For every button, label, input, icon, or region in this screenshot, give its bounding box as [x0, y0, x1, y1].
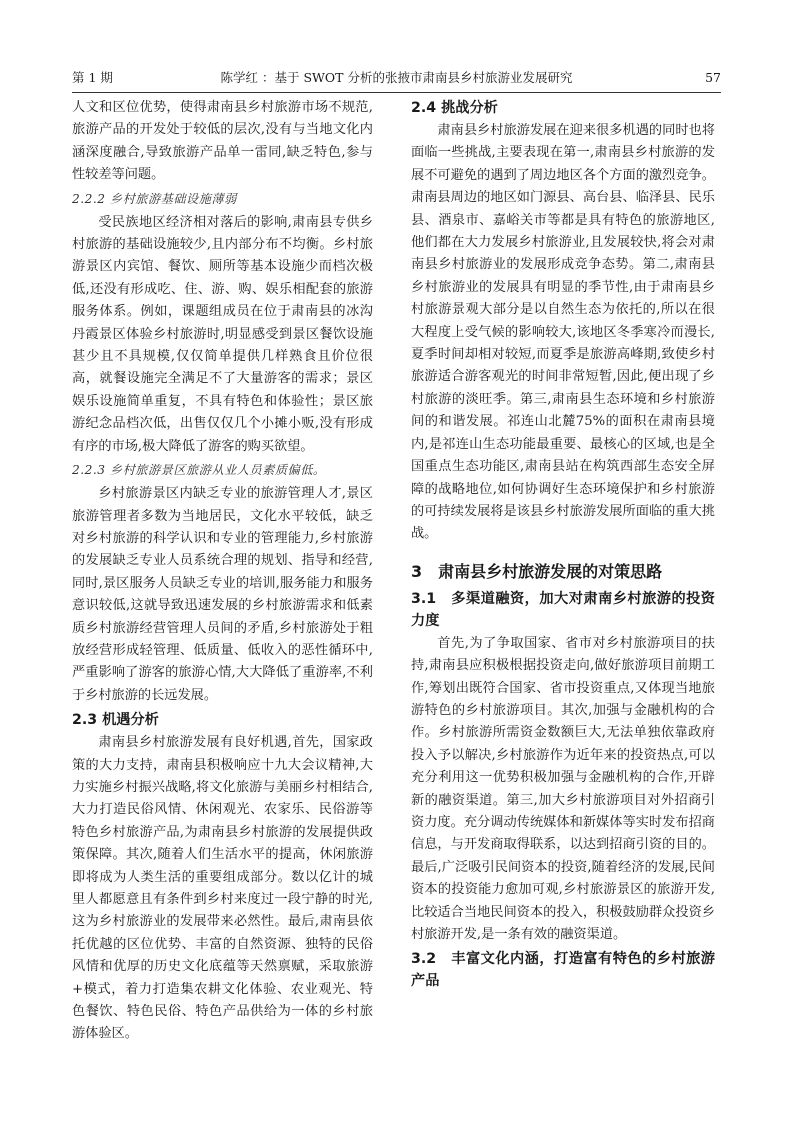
right-column	[411, 97, 715, 993]
chapter-heading-3: 3 肃南县乡村旅游发展的对策思路	[411, 561, 663, 581]
section-heading-3-2: 3.2 丰富文化内涵，打造富有特色的乡村旅游产品	[411, 951, 715, 990]
subsection-heading-2-2-3: 2.2.3 乡村旅游景区旅游从业人员素质偏低。	[72, 463, 326, 478]
paragraph-staff-quality: 乡村旅游景区内缺乏专业的旅游管理人才,景区旅游管理者多数为当地居民，文化水平较低，缺乏对乡村旅游的科学认识和专业的管理能力,乡村旅游的发展缺乏专业人员系统合理的规划、指导和经营,同时,景区服务人员缺乏专业的培训,服务能力和服务意识较低,这就导致迅速发展的乡村旅游需求和低素质乡村旅游经营管理人员间的矛盾,乡村旅游处于粗放经营形成轻管理、低质量、低收入的恶性循环中,严重影响了游客的旅游心情,大大降低了重游率,不利于乡村旅游的长远发展。	[72, 486, 373, 703]
running-header	[72, 68, 721, 93]
section-heading-2-3: 2.3 机遇分析	[72, 712, 159, 729]
paragraph-financing: 首先,为了争取国家、省市对乡村旅游项目的扶持,肃南县应积极根据投资走向,做好旅游项目前期工作,筹划出既符合国家、省市投资重点,又体现当地旅游特色的乡村旅游项目。其次,加强与金融机构的合作。乡村旅游所需资金数额巨大,无法单独依靠政府投入予以解决,乡村旅游作为近年来的投资热点,可以充分利用这一优势积极加强与金融机构的合作,开辟新的融资渠道。第三,加大乡村旅游项目对外招商引资力度。充分调动传统媒体和新媒体等实时发布招商信息，与开发商取得联系，以达到招商引资的目的。最后,广泛吸引民间资本的投资,随着经济的发展,民间资本的投资能力愈加可观,乡村旅游景区的旅游开发,比较适合当地民间资本的投入，积极鼓励群众投资乡村旅游开发,是一条有效的融资渠道。	[411, 635, 715, 942]
section-heading-2-4: 2.4 挑战分析	[411, 100, 498, 116]
running-title: 陈学红 ：基于 SWOT 分析的张掖市肃南县乡村旅游业发展研究	[220, 70, 573, 85]
subsection-heading-2-2-2: 2.2.2 乡村旅游基础设施薄弱	[72, 191, 237, 206]
page-number: 57	[705, 70, 721, 85]
paragraph-continued: 人文和区位优势，使得肃南县乡村旅游市场不规范,旅游产品的开发处于较低的层次,没有与当地文化内涵深度融合,导致旅游产品单一雷同,缺乏特色,参与性较差等问题。	[72, 100, 373, 183]
paragraph-challenges: 肃南县乡村旅游发展在迎来很多机遇的同时也将面临一些挑战,主要表现在第一,肃南县乡村旅游的发展不可避免的遇到了周边地区各个方面的激烈竞争。肃南县周边的地区如门源县、高台县、临泽县、民乐县、酒泉市、嘉峪关市等都是具有特色的旅游地区,他们都在大力发展乡村旅游业,且发展较快,将会对肃南县乡村旅游业的发展形成竞争态势。第二,肃南县乡村旅游业的发展具有明显的季节性,由于肃南县乡村旅游景观大部分是以自然生态为依托的,所以在很大程度上受气候的影响较大,该地区冬季寒冷而漫长,夏季时间却相对较短,而夏季是旅游高峰期,致使乡村旅游适合游客观光的时间非常短暂,因此,便出现了乡村旅游的淡旺季。第三,肃南县生态环境和乡村旅游间的和谐发展。祁连山北麓75%的面积在肃南县境内,是祁连山生态功能最重要、最核心的区域,也是全国重点生态功能区,肃南县站在构筑西部生态安全屏障的战略地位,如何协调好生态环境保护和乡村旅游的可持续发展将是该县乡村旅游发展所面临的重大挑战。	[411, 123, 715, 542]
issue-number: 第 1 期	[72, 70, 113, 85]
paragraph-infrastructure: 受民族地区经济相对落后的影响,肃南县专供乡村旅游的基础设施较少,且内部分布不均衡。乡村旅游景区内宾馆、餐饮、厕所等基本设施少而档次极低,还没有形成吃、住、游、购、娱乐相配套的旅游服务体系。例如，课题组成员在位于肃南县的冰沟丹霞景区体验乡村旅游时,明显感受到景区餐饮设施甚少且不具规模,仅仅简单提供几样熟食且价位很高，就餐设施完全满足不了大量游客的需求；景区娱乐设施简单重复，不具有特色和体验性；景区旅游纪念品档次低，出售仅仅几个小摊小贩,没有形成有序的市场,极大降低了游客的购买欲望。	[72, 214, 373, 454]
left-column	[72, 97, 373, 1046]
paragraph-opportunities: 肃南县乡村旅游发展有良好机遇,首先，国家政策的大力支持，肃南县积极响应十九大会议精神,大力实施乡村振兴战略,将文化旅游与美丽乡村相结合,大力打造民俗风情、休闲观光、农家乐、民俗游等特色乡村旅游产品,为肃南县乡村旅游的发展提供政策保障。其次,随着人们生活水平的提高，休闲旅游即将成为人类生活的重要组成部分。数以亿计的城里人都愿意且有条件到乡村来度过一段宁静的时光,这为乡村旅游业的发展带来必然性。最后,肃南县依托优越的区位优势、丰富的自然资源、独特的民俗风情和优厚的历史文化底蕴等天然禀赋，采取旅游+模式，着力打造集农耕文化体验、农业观光、特色餐饮、特色民俗、特色产品供给为一体的乡村旅游体验区。	[72, 735, 373, 1042]
section-heading-3-1: 3.1 多渠道融资，加大对肃南乡村旅游的投资力度	[411, 590, 715, 629]
